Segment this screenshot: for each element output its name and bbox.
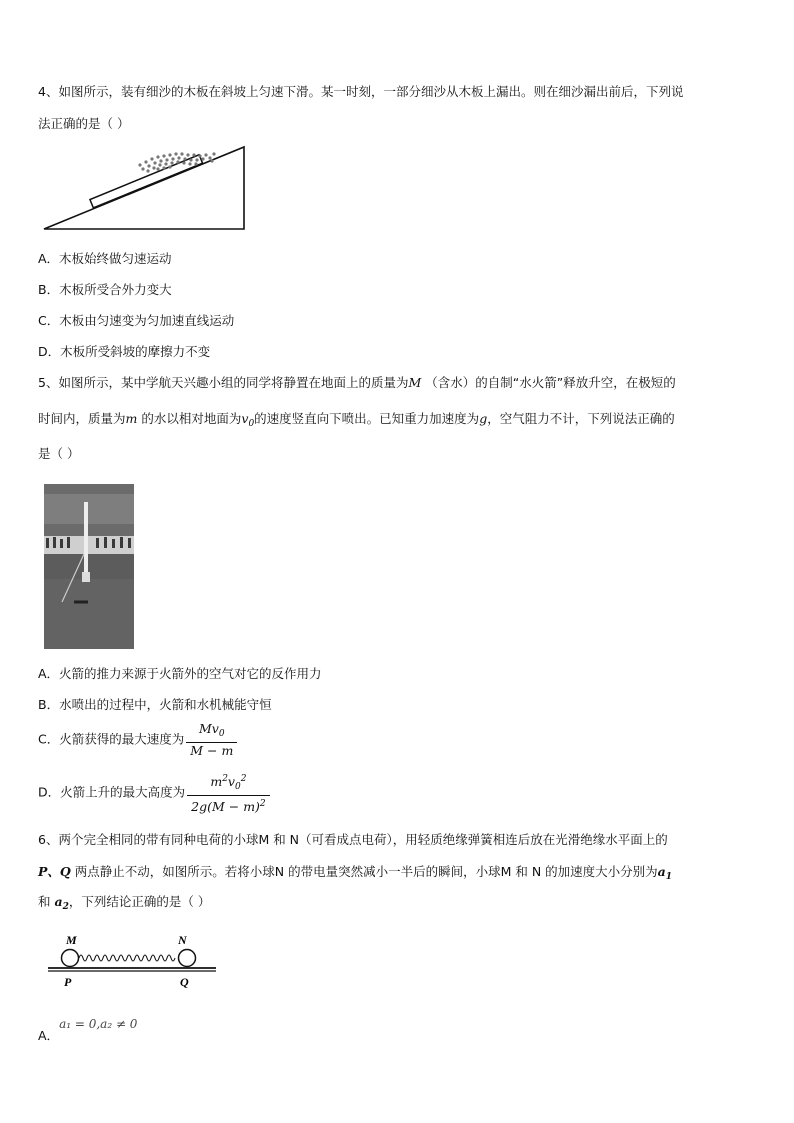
mass-m: m <box>125 411 138 426</box>
q5-stem-line1: 5、如图所示，某中学航天兴趣小组的同学将静置在地面上的质量为M （含水）的自制“水火箭”释放升空，在极短的 <box>38 375 676 390</box>
q6-stem-line2: P、Q 两点静止不动，如图所示。若将小球N 的带电量突然减小一半后的瞬间，小球M 和 N 的加速度大小分别为$a_1$ <box>38 864 673 882</box>
velocity-v0: $v_0$ <box>241 411 255 429</box>
q4-option-a[interactable]: A．木板始终做匀速运动 <box>38 251 172 266</box>
accel-a2: $a_2$ <box>54 894 69 912</box>
label-M: M <box>66 933 77 947</box>
q4-option-c[interactable]: C．木板由匀速变为匀加速直线运动 <box>38 313 235 328</box>
q6-stem-line3: 和 $a_2$，下列结论正确的是（ ） <box>38 894 211 912</box>
spring <box>79 955 175 961</box>
label-P: P <box>64 975 72 989</box>
water-rocket-photo <box>44 484 134 649</box>
q6-option-a-formula: a₁ = 0,a₂ ≠ 0 <box>59 1017 138 1031</box>
label-N: N <box>178 933 187 947</box>
q5-stem-line3: 是（ ） <box>38 446 80 461</box>
gravity-g: g <box>479 411 488 426</box>
q4-option-b[interactable]: B．木板所受合外力变大 <box>38 282 172 297</box>
q5-option-d[interactable]: D．火箭上升的最大高度为 $\frac{m^2v_0^2}{2g(M - m)^2}$ <box>38 772 270 814</box>
mass-M: M <box>408 375 422 390</box>
q5-option-a[interactable]: A．火箭的推力来源于火箭外的空气对它的反作用力 <box>38 666 322 681</box>
accel-a1: $a_1$ <box>657 864 673 882</box>
spring-balls-figure <box>44 930 219 990</box>
max-velocity-formula: $\frac{Mv_0}{M - m}$ <box>186 722 237 758</box>
max-height-formula: $\frac{m^2v_0^2}{2g(M - m)^2}$ <box>187 772 270 814</box>
label-Q: Q <box>180 975 189 989</box>
q5-option-c[interactable]: C．火箭获得的最大速度为 $\frac{Mv_0}{M - m}$ <box>38 722 237 758</box>
q4-stem-line2: 法正确的是（ ） <box>38 116 130 131</box>
ball-N <box>179 950 196 967</box>
q6-stem-line1: 6、两个完全相同的带有同种电荷的小球M 和 N（可看成点电荷），用轻质绝缘弹簧相连后放在光滑绝缘水平面上的 <box>38 832 668 847</box>
q5-stem-line2: 时间内，质量为m 的水以相对地面为$v_0$的速度竖直向下喷出。已知重力加速度为g，空气阻力不计，下列说法正确的 <box>38 411 675 429</box>
q4-option-d[interactable]: D．木板所受斜坡的摩擦力不变 <box>38 344 211 359</box>
ball-M <box>62 950 79 967</box>
q5-option-b[interactable]: B．水喷出的过程中，火箭和水机械能守恒 <box>38 697 272 712</box>
q6-option-a[interactable]: A．a₁ = 0,a₂ ≠ 0 <box>38 1017 138 1043</box>
incline-figure <box>40 143 250 233</box>
q4-stem-line1: 4、如图所示，装有细沙的木板在斜坡上匀速下滑。某一时刻，一部分细沙从木板上漏出。则在细沙漏出前后，下列说 <box>38 84 684 99</box>
